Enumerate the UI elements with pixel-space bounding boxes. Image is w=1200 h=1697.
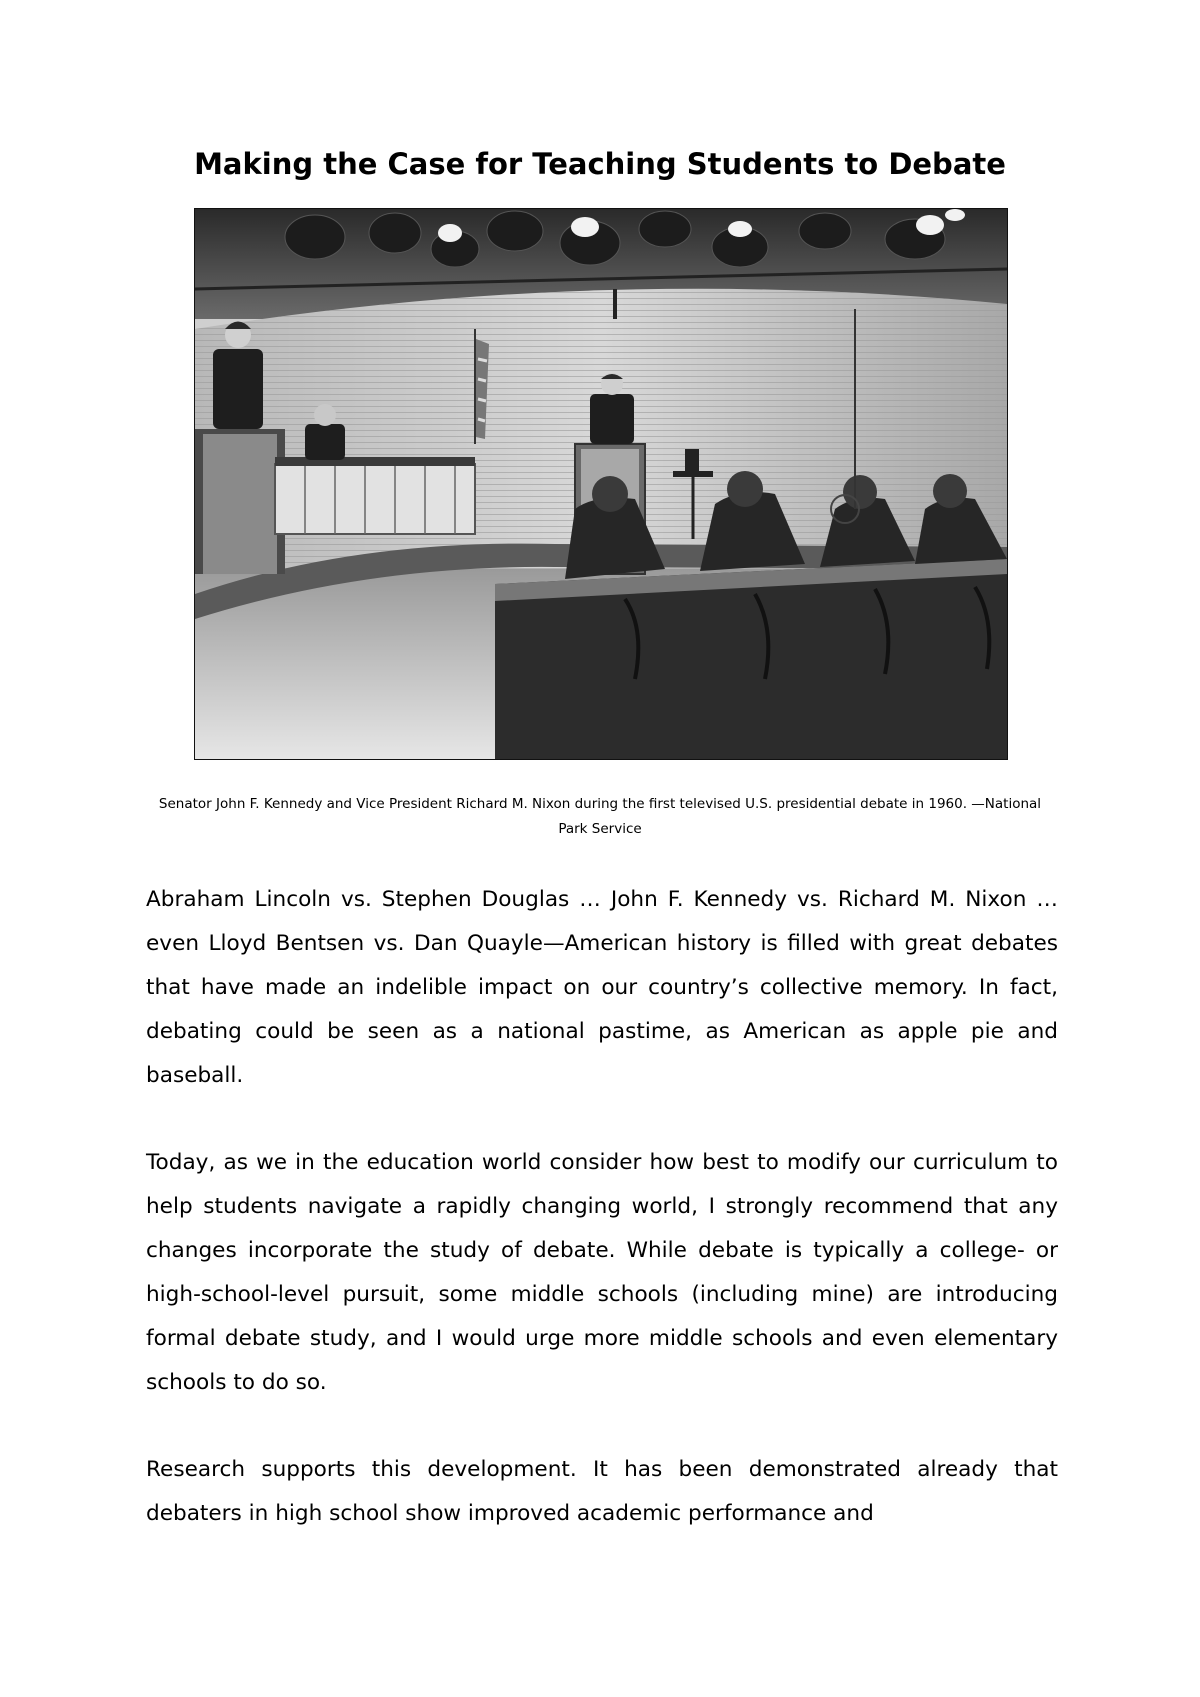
paragraph-1: Abraham Lincoln vs. Stephen Douglas … John F. Kennedy vs. Richard M. Nixon … even Lloyd Bentsen vs. Dan Quayle—American history is filled with great debates that have made an indelible impact on our country’s collective memory. In fact, debating could be seen as a national pastime, as American as apple pie and baseball. bbox=[146, 887, 1058, 1088]
article-title: Making the Case for Teaching Students to Debate bbox=[194, 147, 1006, 181]
photo-caption: Senator John F. Kennedy and Vice President Richard M. Nixon during the first televised U.S. presidential debate in 1960. —National Park Service bbox=[158, 796, 1042, 837]
debate-stage-photo-icon bbox=[195, 209, 1007, 759]
paragraph-3: Research supports this development. It has been demonstrated already that debaters in high school show improved academic performance and bbox=[146, 1457, 1058, 1526]
debate-photo bbox=[194, 208, 1008, 760]
paragraph-2: Today, as we in the education world consider how best to modify our curriculum to help students navigate a rapidly changing world, I strongly recommend that any changes incorporate the study of debate. While debate is typically a college- or high-school-level pursuit, some middle schools (including mine) are introducing formal debate study, and I would urge more middle schools and even elementary schools to do so. bbox=[146, 1150, 1058, 1395]
